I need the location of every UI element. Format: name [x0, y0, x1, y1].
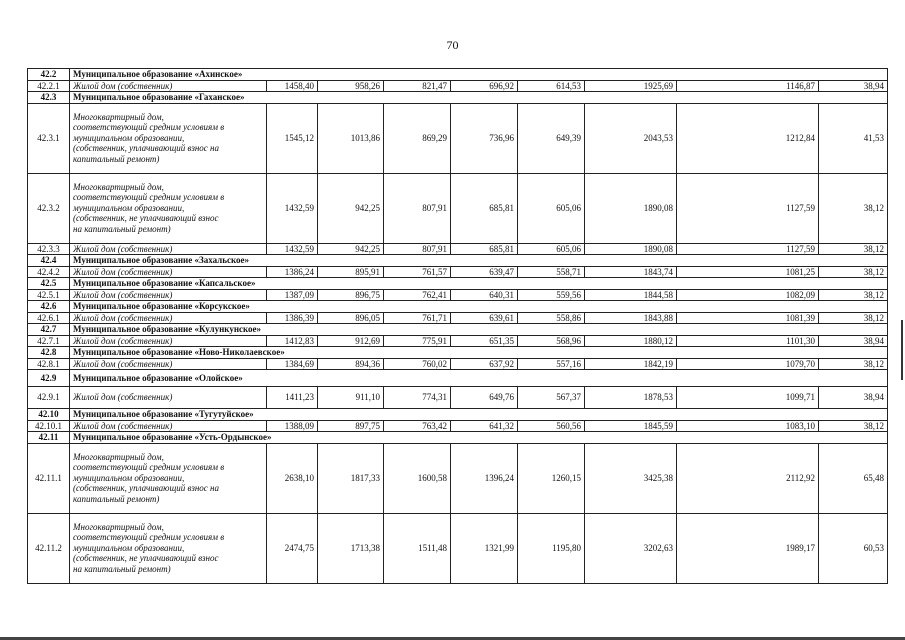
- description-line: Жилой дом (собственник): [73, 420, 173, 431]
- description-line: Жилой дом (собственник): [73, 80, 173, 91]
- section-row: [28, 255, 888, 267]
- section-code: 42.4: [28, 255, 70, 267]
- description-line: Жилой дом (собственник): [73, 289, 173, 300]
- value-cell: 1321,99: [451, 513, 518, 583]
- section-title: Муниципальное образование «Усть-Ордынское»: [70, 432, 888, 444]
- value-cell: 38,94: [819, 387, 888, 409]
- description-line: (собственник, не уплачивающий взнос: [73, 553, 219, 564]
- value-cell: 605,06: [518, 243, 585, 255]
- table-row: [28, 387, 888, 409]
- section-code: 42.7: [28, 324, 70, 336]
- value-cell: 649,39: [518, 103, 585, 173]
- row-code: 42.8.1: [28, 358, 70, 370]
- description-line: Многоквартирный дом,: [73, 111, 164, 122]
- value-cell: 1386,39: [267, 312, 318, 324]
- row-description: [70, 513, 267, 583]
- value-cell: 1458,40: [267, 80, 318, 92]
- value-cell: 807,91: [384, 243, 451, 255]
- row-description: [70, 387, 267, 409]
- value-cell: 896,05: [318, 312, 384, 324]
- value-cell: 1083,10: [677, 420, 819, 432]
- section-title: Муниципальное образование «Корсукское»: [70, 301, 888, 313]
- value-cell: 614,53: [518, 80, 585, 92]
- section-row: [28, 409, 888, 421]
- description-line: Жилой дом (собственник): [73, 392, 173, 403]
- value-cell: 760,02: [384, 358, 451, 370]
- row-description: [70, 289, 267, 301]
- value-cell: 640,31: [451, 289, 518, 301]
- value-cell: 1195,80: [518, 513, 585, 583]
- value-cell: 942,25: [318, 243, 384, 255]
- value-cell: 1081,25: [677, 266, 819, 278]
- row-code: 42.6.1: [28, 312, 70, 324]
- table-row: [28, 103, 888, 173]
- section-title: Муниципальное образование «Ново-Николаевское»: [70, 347, 888, 359]
- row-description: [70, 312, 267, 324]
- value-cell: 763,42: [384, 420, 451, 432]
- value-cell: 1545,12: [267, 103, 318, 173]
- table-row: [28, 443, 888, 513]
- row-description: [70, 243, 267, 255]
- row-code: 42.10.1: [28, 420, 70, 432]
- section-row: [28, 324, 888, 336]
- value-cell: 1081,39: [677, 312, 819, 324]
- value-cell: 821,47: [384, 80, 451, 92]
- section-row: [28, 301, 888, 313]
- section-row: [28, 432, 888, 444]
- value-cell: 641,32: [451, 420, 518, 432]
- value-cell: 637,92: [451, 358, 518, 370]
- value-cell: 649,76: [451, 387, 518, 409]
- row-code: 42.3.3: [28, 243, 70, 255]
- value-cell: 1386,24: [267, 266, 318, 278]
- value-cell: 38,94: [819, 80, 888, 92]
- description-line: муниципальном образовании,: [73, 132, 185, 143]
- value-cell: 761,71: [384, 312, 451, 324]
- table-row: [28, 420, 888, 432]
- value-cell: 774,31: [384, 387, 451, 409]
- section-row: [28, 347, 888, 359]
- value-cell: 2043,53: [585, 103, 677, 173]
- value-cell: 1082,09: [677, 289, 819, 301]
- table-row: [28, 358, 888, 370]
- row-description: [70, 266, 267, 278]
- value-cell: 1890,08: [585, 173, 677, 243]
- description-line: Многоквартирный дом,: [73, 181, 164, 192]
- value-cell: 1817,33: [318, 443, 384, 513]
- section-title: Муниципальное образование «Гаханское»: [70, 92, 888, 104]
- value-cell: 1880,12: [585, 335, 677, 347]
- section-code: 42.6: [28, 301, 70, 313]
- section-title: Муниципальное образование «Захальское»: [70, 255, 888, 267]
- page-number: 70: [446, 38, 459, 52]
- row-code: 42.3.1: [28, 103, 70, 173]
- description-line: Жилой дом (собственник): [73, 335, 173, 346]
- value-cell: 1989,17: [677, 513, 819, 583]
- row-code: 42.7.1: [28, 335, 70, 347]
- value-cell: 1842,19: [585, 358, 677, 370]
- description-line: соответствующий средним условиям в: [73, 462, 225, 473]
- row-code: 42.11.2: [28, 513, 70, 583]
- value-cell: 1843,74: [585, 266, 677, 278]
- section-code: 42.5: [28, 278, 70, 290]
- value-cell: 1878,53: [585, 387, 677, 409]
- description-line: Многоквартирный дом,: [73, 451, 164, 462]
- value-cell: 897,75: [318, 420, 384, 432]
- row-code: 42.4.2: [28, 266, 70, 278]
- description-line: соответствующий средним условиям в: [73, 122, 225, 133]
- row-description: [70, 420, 267, 432]
- value-cell: 1844,58: [585, 289, 677, 301]
- value-cell: 1013,86: [318, 103, 384, 173]
- value-cell: 762,41: [384, 289, 451, 301]
- scan-edge-mark: [901, 320, 903, 380]
- value-cell: 1127,59: [677, 173, 819, 243]
- value-cell: 685,81: [451, 173, 518, 243]
- value-cell: 1079,70: [677, 358, 819, 370]
- value-cell: 1511,48: [384, 513, 451, 583]
- value-cell: 1101,30: [677, 335, 819, 347]
- value-cell: 38,12: [819, 173, 888, 243]
- description-line: (собственник, уплачивающий взнос на: [73, 483, 220, 494]
- row-description: [70, 443, 267, 513]
- value-cell: 1384,69: [267, 358, 318, 370]
- value-cell: 558,71: [518, 266, 585, 278]
- description-line: капитальный ремонт): [73, 493, 160, 504]
- value-cell: 1411,23: [267, 387, 318, 409]
- section-title: Муниципальное образование «Тугутуйское»: [70, 409, 888, 421]
- section-row: [28, 69, 888, 81]
- value-cell: 942,25: [318, 173, 384, 243]
- description-line: муниципальном образовании,: [73, 542, 185, 553]
- value-cell: 567,37: [518, 387, 585, 409]
- value-cell: 1396,24: [451, 443, 518, 513]
- value-cell: 1890,08: [585, 243, 677, 255]
- value-cell: 2112,92: [677, 443, 819, 513]
- value-cell: 685,81: [451, 243, 518, 255]
- description-line: соответствующий средним условиям в: [73, 192, 225, 203]
- description-line: Жилой дом (собственник): [73, 266, 173, 277]
- value-cell: 1845,59: [585, 420, 677, 432]
- description-line: (собственник, не уплачивающий взнос: [73, 213, 219, 224]
- value-cell: 958,26: [318, 80, 384, 92]
- row-description: [70, 335, 267, 347]
- description-line: Многоквартирный дом,: [73, 521, 164, 532]
- row-code: 42.11.1: [28, 443, 70, 513]
- value-cell: 1600,58: [384, 443, 451, 513]
- description-line: соответствующий средним условиям в: [73, 532, 225, 543]
- section-row: [28, 370, 888, 387]
- section-row: [28, 278, 888, 290]
- description-line: капитальный ремонт): [73, 153, 160, 164]
- value-cell: 651,35: [451, 335, 518, 347]
- value-cell: 1412,83: [267, 335, 318, 347]
- value-cell: 1713,38: [318, 513, 384, 583]
- value-cell: 896,75: [318, 289, 384, 301]
- section-title: Муниципальное образование «Капсальское»: [70, 278, 888, 290]
- value-cell: 1099,71: [677, 387, 819, 409]
- section-code: 42.11: [28, 432, 70, 444]
- value-cell: 559,56: [518, 289, 585, 301]
- value-cell: 38,12: [819, 243, 888, 255]
- row-code: 42.9.1: [28, 387, 70, 409]
- section-title: Муниципальное образование «Ахинское»: [70, 69, 888, 81]
- value-cell: 736,96: [451, 103, 518, 173]
- value-cell: 605,06: [518, 173, 585, 243]
- description-line: муниципальном образовании,: [73, 472, 185, 483]
- row-code: 42.5.1: [28, 289, 70, 301]
- value-cell: 41,53: [819, 103, 888, 173]
- section-code: 42.8: [28, 347, 70, 359]
- section-row: [28, 92, 888, 104]
- value-cell: 568,96: [518, 335, 585, 347]
- value-cell: 557,16: [518, 358, 585, 370]
- value-cell: 38,12: [819, 266, 888, 278]
- description-line: Жилой дом (собственник): [73, 358, 173, 369]
- value-cell: 1925,69: [585, 80, 677, 92]
- value-cell: 65,48: [819, 443, 888, 513]
- section-title: Муниципальное образование «Кулункунское»: [70, 324, 888, 336]
- table-row: [28, 513, 888, 583]
- table-row: [28, 80, 888, 92]
- table-row: [28, 266, 888, 278]
- table-row: [28, 173, 888, 243]
- value-cell: 38,94: [819, 335, 888, 347]
- value-cell: 1432,59: [267, 173, 318, 243]
- value-cell: 1146,87: [677, 80, 819, 92]
- section-title: Муниципальное образование «Олойское»: [70, 370, 888, 387]
- value-cell: 3425,38: [585, 443, 677, 513]
- value-cell: 911,10: [318, 387, 384, 409]
- row-code: 42.2.1: [28, 80, 70, 92]
- value-cell: 560,56: [518, 420, 585, 432]
- value-cell: 869,29: [384, 103, 451, 173]
- value-cell: 1432,59: [267, 243, 318, 255]
- value-cell: 639,61: [451, 312, 518, 324]
- description-line: на капитальный ремонт): [73, 223, 171, 234]
- value-cell: 807,91: [384, 173, 451, 243]
- value-cell: 639,47: [451, 266, 518, 278]
- value-cell: 895,91: [318, 266, 384, 278]
- table-row: [28, 243, 888, 255]
- description-line: Жилой дом (собственник): [73, 312, 173, 323]
- section-code: 42.3: [28, 92, 70, 104]
- value-cell: 38,12: [819, 420, 888, 432]
- section-code: 42.9: [28, 370, 70, 387]
- value-cell: 1388,09: [267, 420, 318, 432]
- row-description: [70, 80, 267, 92]
- tariff-table: [27, 68, 888, 584]
- section-code: 42.10: [28, 409, 70, 421]
- value-cell: 1212,84: [677, 103, 819, 173]
- value-cell: 912,69: [318, 335, 384, 347]
- description-line: муниципальном образовании,: [73, 202, 185, 213]
- value-cell: 38,12: [819, 289, 888, 301]
- value-cell: 1387,09: [267, 289, 318, 301]
- row-description: [70, 358, 267, 370]
- table-row: [28, 335, 888, 347]
- row-code: 42.3.2: [28, 173, 70, 243]
- description-line: на капитальный ремонт): [73, 563, 171, 574]
- value-cell: 1127,59: [677, 243, 819, 255]
- value-cell: 3202,63: [585, 513, 677, 583]
- value-cell: 2638,10: [267, 443, 318, 513]
- value-cell: 38,12: [819, 312, 888, 324]
- value-cell: 38,12: [819, 358, 888, 370]
- value-cell: 1260,15: [518, 443, 585, 513]
- section-code: 42.2: [28, 69, 70, 81]
- value-cell: 60,53: [819, 513, 888, 583]
- description-line: (собственник, уплачивающий взнос на: [73, 143, 220, 154]
- table-row: [28, 312, 888, 324]
- value-cell: 761,57: [384, 266, 451, 278]
- row-description: [70, 103, 267, 173]
- description-line: Жилой дом (собственник): [73, 243, 173, 254]
- value-cell: 2474,75: [267, 513, 318, 583]
- row-description: [70, 173, 267, 243]
- value-cell: 696,92: [451, 80, 518, 92]
- table-row: [28, 289, 888, 301]
- value-cell: 894,36: [318, 358, 384, 370]
- value-cell: 775,91: [384, 335, 451, 347]
- value-cell: 558,86: [518, 312, 585, 324]
- value-cell: 1843,88: [585, 312, 677, 324]
